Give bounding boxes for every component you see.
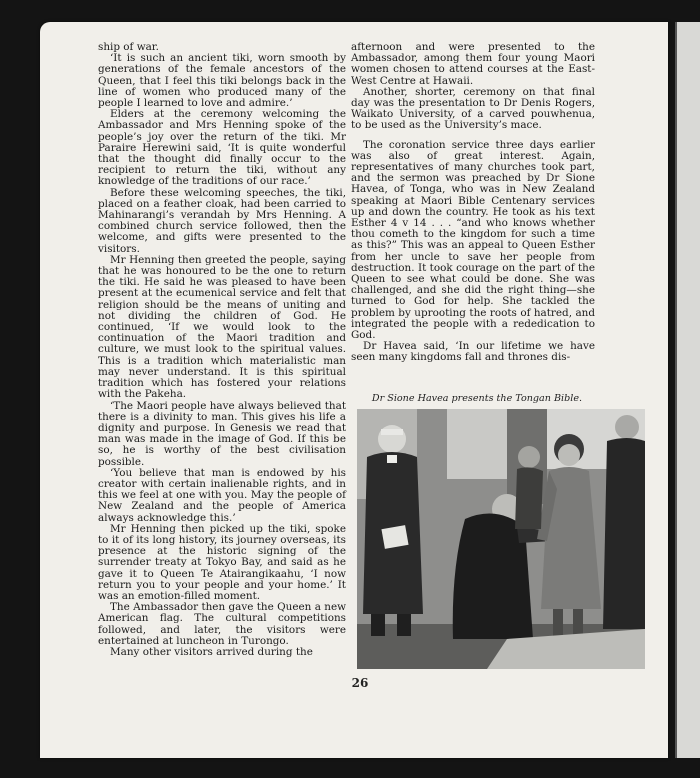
right-text-column: [351, 42, 595, 364]
paragraph: Dr Havea said, ‘In our lifetime we have seen many kingdoms fall and thrones dis-: [351, 340, 595, 364]
photo: [357, 409, 645, 669]
photo-illustration: [357, 409, 645, 669]
paragraph: Before these welcoming speeches, the tiki, placed on a feather cloak, had been carried to Mahinarangi’s verandah by Mrs Henning. A combined church service followed, then the welcome, and gifts were presented to the visitors.: [98, 186, 346, 255]
paragraph: ship of war.: [98, 41, 159, 53]
paragraph: Many other visitors arrived during the: [110, 645, 313, 658]
page-number: 26: [351, 676, 369, 690]
left-text-column: [98, 42, 346, 658]
paragraph: ‘It is such an ancient tiki, worn smooth by generations of the female ancestors of the Queen, that I feel this tiki belongs back in the line of women who produced many of the people I learned to love and admire.’: [98, 52, 346, 110]
paragraph: Another, shorter, ceremony on that final day was the presentation to Dr Denis Rogers, Waikato University, of a carved pouwhenua, to be used as the University’s mace.: [351, 85, 595, 132]
paragraph: The Ambassador then gave the Queen a new American flag. The cultural competitions followed, and later, the visitors were entertained at luncheon in Turongo.: [98, 601, 346, 647]
paragraph: Mr Henning then greeted the people, saying that he was honoured to be the one to return the tiki. He said he was pleased to have been present at the ecumenical service and felt that religion should be the means of uniting and not dividing the children of God. He continued, ‘If we would look to the continuation of the Maori tradition and culture, we must look to the spiritual values. This is a tradition which materialistic man may never understand. It is this spiritual tradition which has fostered your relations with the Pakeha.: [98, 253, 346, 401]
paragraph: The coronation service three days earlier was also of great interest. Again, representatives of many churches took part, and the sermon was preached by Dr Sione Havea, of Tonga, who was in New Zealand speaking at Maori Bible Centenary services up and down the country. He took as his text Esther 4 v 14 . . . “and who knows whether thou cometh to the kingdom for such a time as this?” This was an appeal to Queen Esther from her uncle to save her people from destruction. It took courage on the part of the Queen to see what could be done. She was challenged, and she did the right thing—she turned to God for help. She tackled the problem by uprooting the roots of hatred, and integrated the people with a rededication to God.: [351, 138, 595, 342]
paragraph: afternoon and were presented to the Ambassador, among them four young Maori women chosen to attend courses at the East-West Centre at Hawaii.: [351, 41, 595, 87]
paragraph: ‘The Maori people have always believed that there is a divinity to man. This gives his life a dignity and purpose. In Genesis we read that man was made in the image of God. If this be so, he is worthy of the best civilisation possible.: [98, 399, 346, 468]
paragraph: ‘You believe that man is endowed by his creator with certain inalienable rights, and in this we feel at one with you. May the people of New Zealand and the people of America always acknowledge this.’: [98, 466, 346, 524]
photo-caption: Dr Sione Havea presents the Tongan Bible.: [371, 393, 583, 404]
paragraph: Mr Henning then picked up the tiki, spoke to it of its long history, its journey overseas, its presence at the historic signing of the surrender treaty at Tokyo Bay, and said as he gave it to Queen Te Atairangikaahu, ‘I now return you to your people and your home.’ It was an emotion-filled moment.: [98, 522, 346, 602]
next-page-edge: [675, 22, 700, 758]
paragraph: Elders at the ceremony welcoming the Ambassador and Mrs Henning spoke of the people’s joy over the return of the tiki. Mr Paraire Herewini said, ‘It is quite wonderful that the thought did finally occur to the recipient to return the tiki, without any knowledge of the traditions of our race.’: [98, 108, 346, 188]
